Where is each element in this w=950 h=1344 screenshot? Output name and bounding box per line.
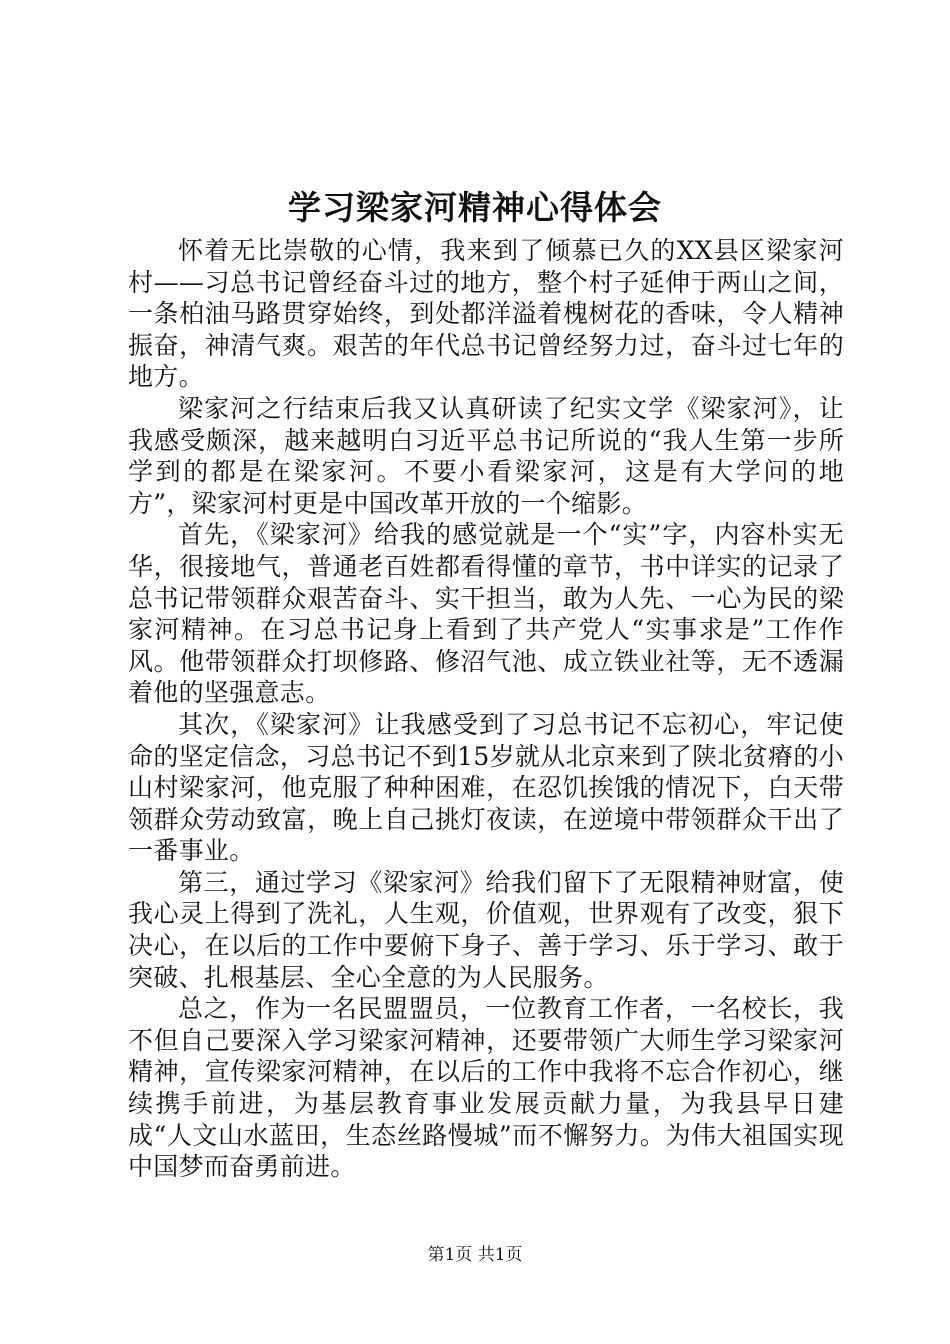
paragraph-2: 梁家河之行结束后我又认真研读了纪实文学《梁家河》，让我感受颇深，越来越明白习近平总书记所说的“我人生第一步所学到的都是在梁家河。不要小看梁家河，这是有大学问的地方”，梁家河村更是中国改革开放的一个缩影。 [128,393,844,518]
paragraph-4: 其次，《梁家河》让我感受到了习总书记不忘初心，牢记使命的坚定信念，习总书记不到15岁就从北京来到了陕北贫瘠的小山村梁家河，他克服了种种困难，在忍饥挨饿的情况下，白天带领群众劳动致富，晚上自己挑灯夜读，在逆境中带领群众干出了一番事业。 [128,709,844,866]
paragraph-5: 第三，通过学习《梁家河》给我们留下了无限精神财富，使我心灵上得到了洗礼，人生观，价值观，世界观有了改变，狠下决心，在以后的工作中要俯下身子、善于学习、乐于学习、敢于突破、扎根基层、全心全意的为人民服务。 [128,867,844,992]
paragraph-1: 怀着无比崇敬的心情，我来到了倾慕已久的XX县区梁家河村——习总书记曾经奋斗过的地方，整个村子延伸于两山之间，一条柏油马路贯穿始终，到处都洋溢着槐树花的香味，令人精神振奋，神清气爽。艰苦的年代总书记曾经努力过，奋斗过七年的地方。 [128,236,844,392]
document-body [128,235,844,1183]
page-footer: 第1页 共1页 [427,1245,523,1265]
document-title: 学习梁家河精神心得体会 [288,188,662,227]
paragraph-6: 总之，作为一名民盟盟员，一位教育工作者，一名校长，我不但自己要深入学习梁家河精神，还要带领广大师生学习梁家河精神，宣传梁家河精神，在以后的工作中我将不忘合作初心，继续携手前进，为基层教育事业发展贡献力量，为我县早日建成“人文山水蓝田，生态丝路慢城”而不懈努力。为伟大祖国实现中国梦而奋勇前进。 [128,994,844,1182]
paragraph-3: 首先，《梁家河》给我的感觉就是一个“实”字，内容朴实无华，很接地气，普通老百姓都看得懂的章节，书中详实的记录了总书记带领群众艰苦奋斗、实干担当，敢为人先、一心为民的梁家河精神。在习总书记身上看到了共产党人“实事求是”工作作风。他带领群众打坝修路、修沼气池、成立铁业社等，无不透漏着他的坚强意志。 [128,520,844,708]
